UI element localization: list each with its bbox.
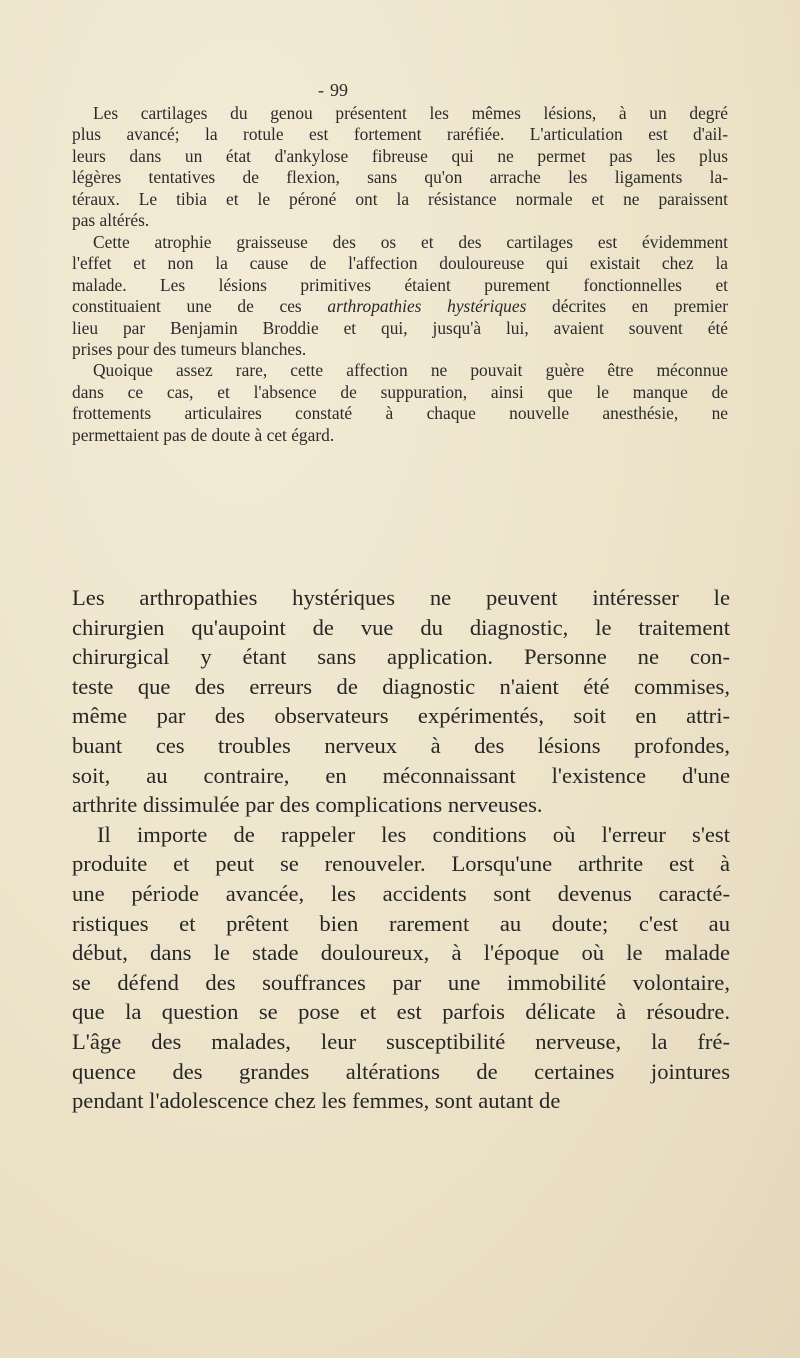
text-line: que la question se pose et est parfois délicate à résoudre.	[72, 999, 730, 1025]
paragraph-cartilages	[72, 103, 728, 232]
text-line: permettaient pas de doute à cet égard.	[72, 424, 335, 445]
italic-term: arthropathies hystériques	[327, 296, 527, 317]
text-line: ristiques et prêtent bien rarement au doute; c'est au	[72, 910, 730, 936]
text-fragment: décrites en premier	[526, 296, 728, 317]
text-line: légères tentatives de flexion, sans qu'on arrache les ligaments la-	[72, 167, 728, 188]
paragraph-arthropathies	[72, 583, 730, 820]
text-line: l'effet et non la cause de l'affection douloureuse qui existait chez la	[72, 253, 728, 274]
text-line: prises pour des tumeurs blanches.	[72, 338, 307, 359]
paragraph-quoique	[72, 360, 728, 446]
text-line: Les cartilages du genou présentent les mêmes lésions, à un degré	[93, 103, 728, 123]
text-line: lieu par Benjamin Broddie et qui, jusqu'à lui, avaient souvent été	[72, 317, 728, 338]
paragraph-il-importe	[72, 820, 730, 1116]
text-line: chirurgien qu'aupoint de vue du diagnostic, le traitement	[72, 614, 730, 640]
text-line: malade. Les lésions primitives étaient purement fonctionnelles et	[72, 274, 728, 295]
text-line: pas altérés.	[72, 210, 150, 231]
text-line: une période avancée, les accidents sont devenus caracté-	[72, 880, 730, 906]
text-line: même par des observateurs expérimentés, soit en attri-	[72, 703, 730, 729]
page-number	[318, 80, 348, 101]
page-number-value: 99	[330, 80, 348, 100]
text-line-with-italic	[72, 296, 728, 317]
text-line: frottements articulaires constaté à chaque nouvelle anesthésie, ne	[72, 403, 728, 424]
text-line: leurs dans un état d'ankylose fibreuse qui ne permet pas les plus	[72, 145, 728, 166]
text-line: soit, au contraire, en méconnaissant l'existence d'une	[72, 762, 730, 788]
paragraph-atrophie	[72, 232, 728, 361]
text-line: teste que des erreurs de diagnostic n'aient été commises,	[72, 673, 730, 699]
text-line: L'âge des malades, leur susceptibilité nerveuse, la fré-	[72, 1028, 730, 1054]
text-fragment: constituaient une de ces	[72, 296, 328, 317]
main-text-section	[72, 583, 730, 1116]
text-line: Les arthropathies hystériques ne peuvent intéresser le	[72, 585, 730, 610]
text-line: début, dans le stade douloureux, à l'époque où le malade	[72, 940, 730, 966]
text-line: dans ce cas, et l'absence de suppuration, ainsi que le manque de	[72, 381, 728, 402]
text-line: pendant l'adolescence chez les femmes, sont autant de	[72, 1088, 561, 1114]
page-number-dash: -	[318, 80, 324, 100]
text-line: quence des grandes altérations de certaines jointures	[72, 1058, 730, 1084]
text-line: Quoique assez rare, cette affection ne pouvait guère être méconnue	[93, 360, 728, 381]
text-line: arthrite dissimulée par des complications nerveuses.	[72, 792, 543, 818]
text-line: Cette atrophie graisseuse des os et des cartilages est évidemment	[93, 231, 728, 252]
small-print-section	[72, 103, 728, 446]
text-line: buant ces troubles nerveux à des lésions profondes,	[72, 732, 730, 758]
text-line: se défend des souffrances par une immobilité volontaire,	[72, 969, 730, 995]
text-line: plus avancé; la rotule est fortement raréfiée. L'articulation est d'ail-	[72, 124, 728, 145]
text-line: produite et peut se renouveler. Lorsqu'une arthrite est à	[72, 851, 730, 877]
text-line: chirurgical y étant sans application. Personne ne con-	[72, 644, 730, 670]
text-line: Il importe de rappeler les conditions où l'erreur s'est	[97, 821, 730, 847]
text-line: téraux. Le tibia et le péroné ont la résistance normale et ne paraissent	[72, 188, 728, 209]
